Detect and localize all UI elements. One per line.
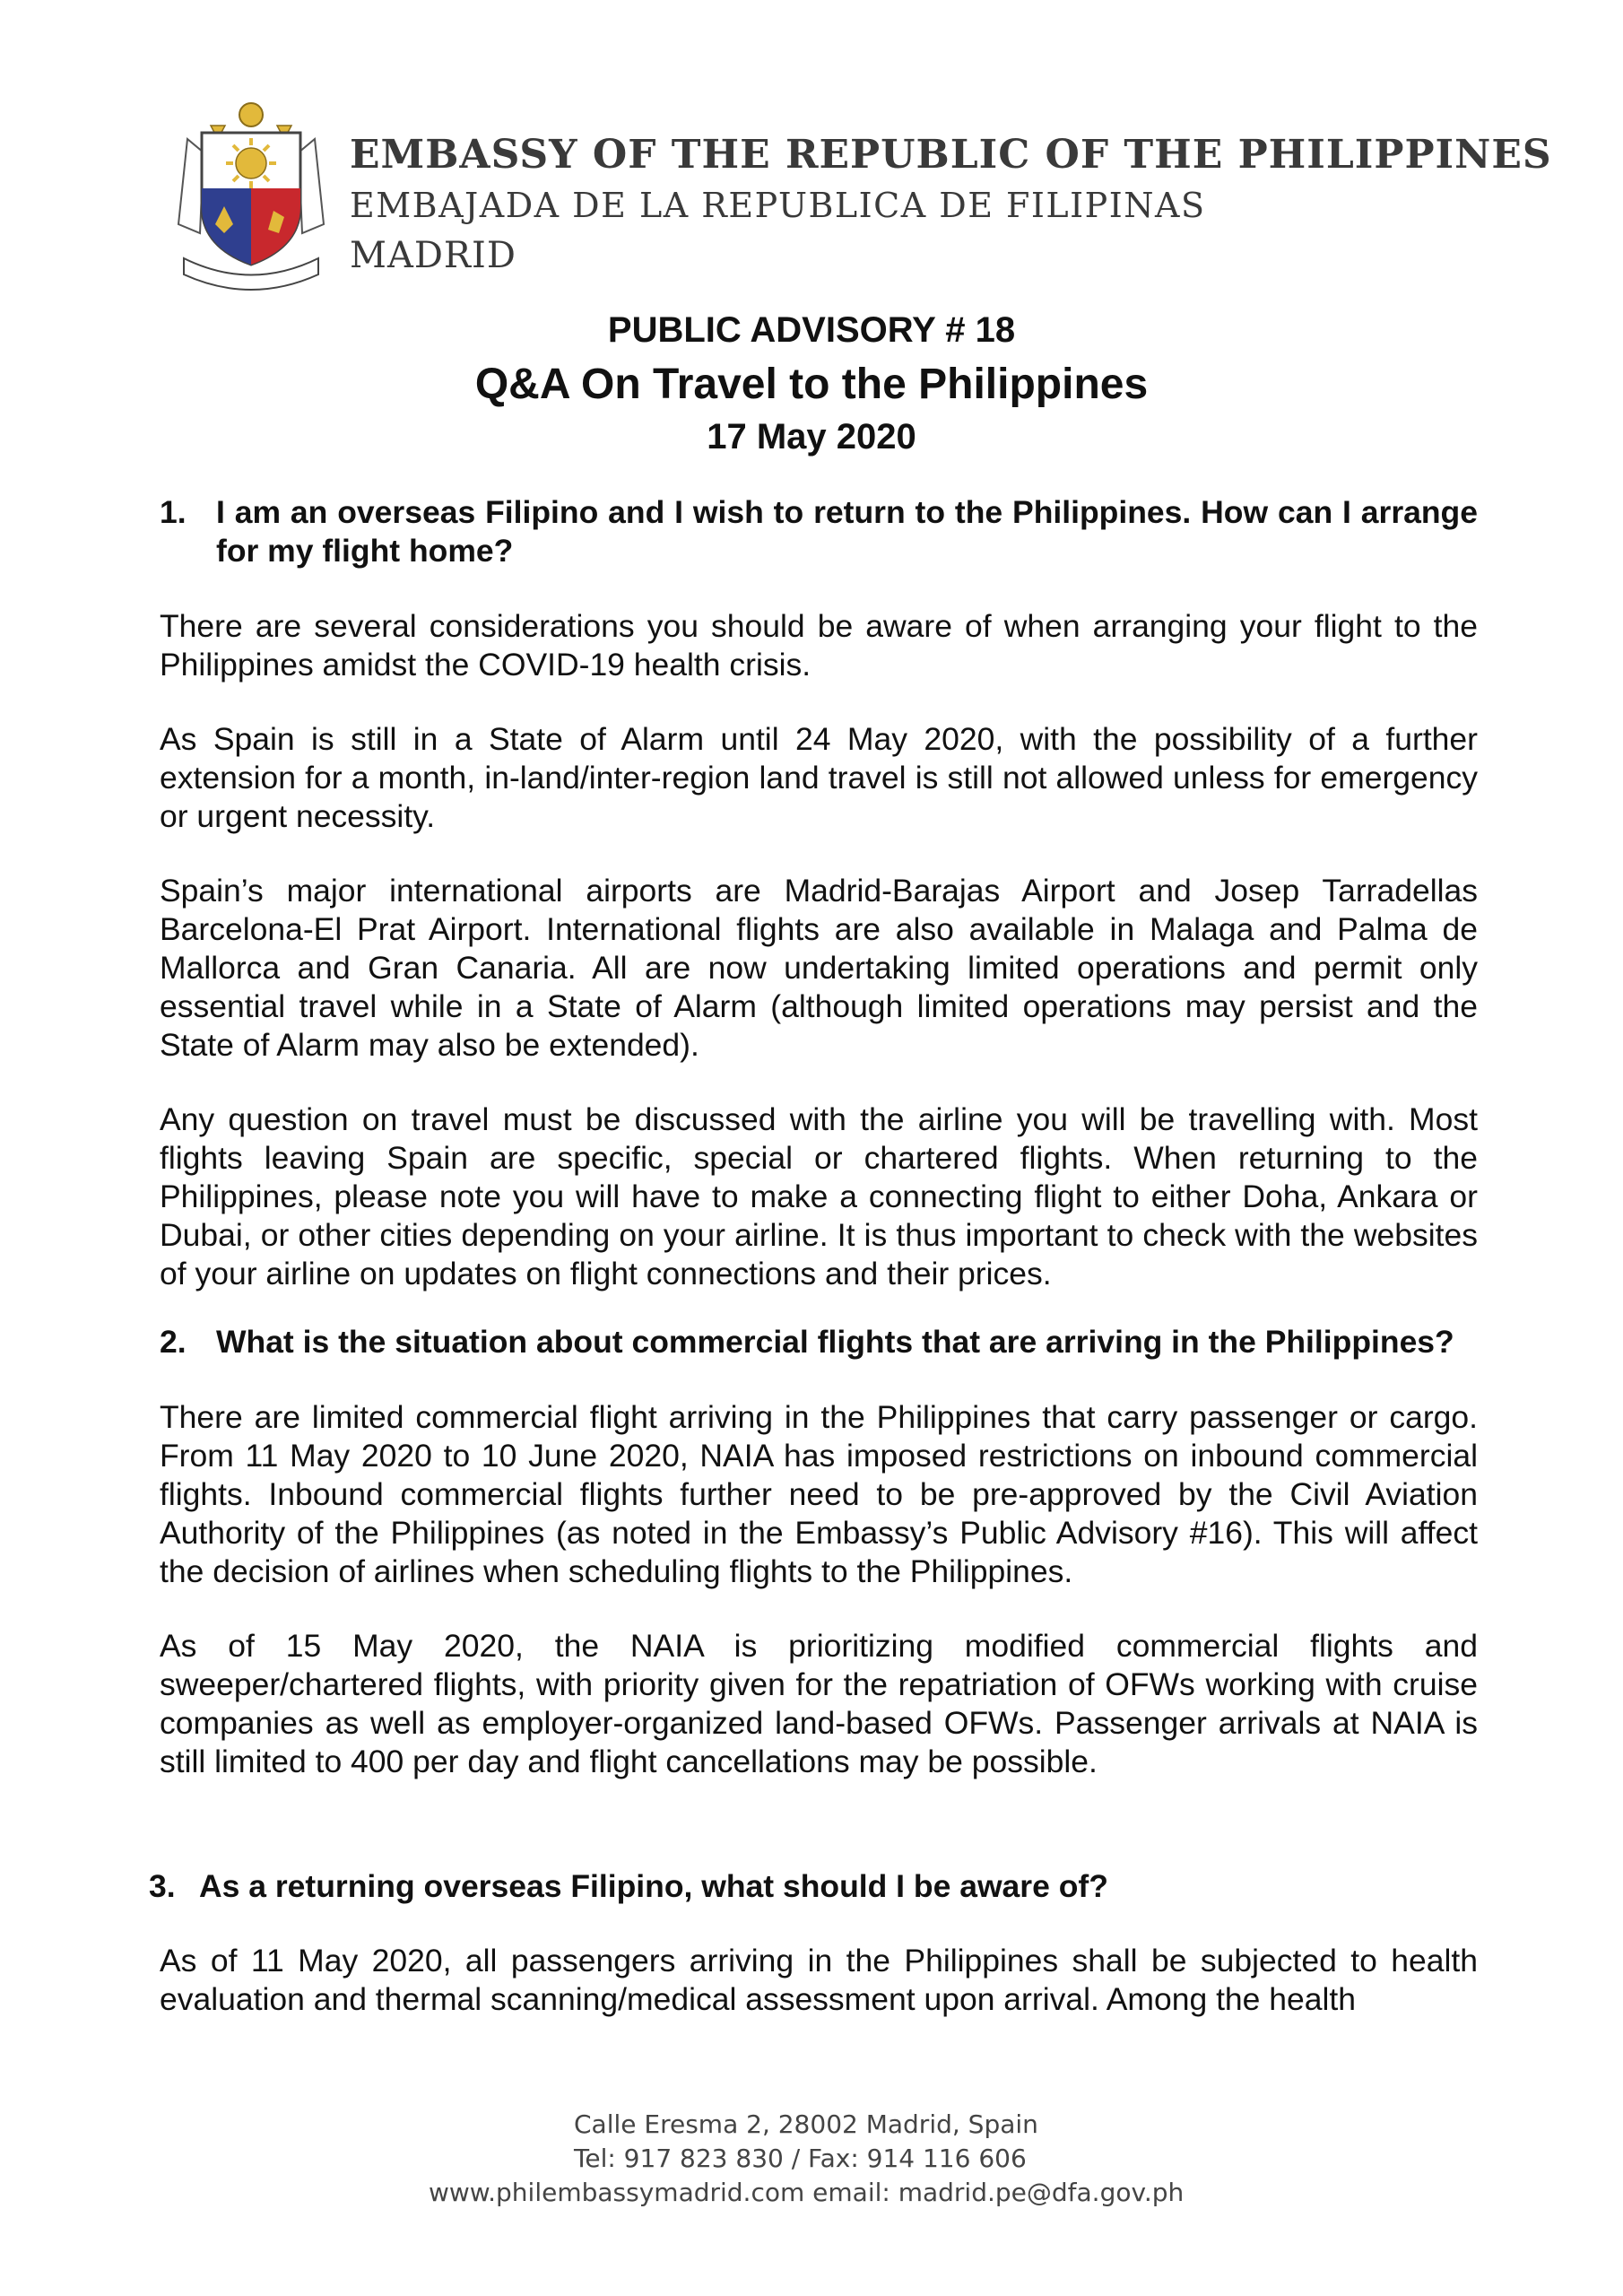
footer-address: Calle Eresma 2, 28002 Madrid, Spain	[574, 2109, 1038, 2139]
footer-phones: Tel: 917 823 830 / Fax: 914 116 606	[574, 2144, 1027, 2173]
question-number: 1.	[160, 494, 187, 530]
paragraph: There are several considerations you should be aware of when arranging your flight to the Philippines amidst the COVID-19 health crisis.	[160, 608, 1478, 683]
embassy-name-spanish: EMBAJADA DE LA REPUBLICA DE FILIPINAS	[350, 186, 1206, 225]
advisory-title: Q&A On Travel to the Philippines	[474, 361, 1149, 408]
question-number: 3.	[149, 1868, 176, 1904]
question-text: I am an overseas Filipino and I wish to return to the Philippines. How can I arrange for my flight home?	[216, 494, 1478, 569]
question-2	[160, 1323, 1478, 1361]
letterhead	[175, 99, 1552, 291]
embassy-name-english: EMBASSY OF THE REPUBLIC OF THE PHILIPPINES	[350, 132, 1552, 178]
embassy-city: MADRID	[350, 235, 516, 276]
paragraph: Any question on travel must be discussed with the airline you will be travelling with. Most flights leaving Spain are specific, special or chartered flights. When returning to the Philippines, please note you will have to make a connecting flight to either Doha, Ankara or Dubai, or other cities depending on your airline. It is thus important to check with the websites of your airline on updates on flight connections and their prices.	[160, 1101, 1478, 1292]
philippine-coat-of-arms-seal-icon	[175, 99, 327, 291]
paragraph: As Spain is still in a State of Alarm until 24 May 2020, with the possibility of a further extension for a month, in-land/inter-region land travel is still not allowed unless for emergency or urgent necessity.	[160, 721, 1478, 834]
paragraph: There are limited commercial flight arriving in the Philippines that carry passenger or cargo. From 11 May 2020 to 10 June 2020, NAIA has imposed restrictions on inbound commercial flights. Inbound commercial flights further need to be pre-approved by the Civil Aviation Authority of the Philippines (as noted in the Embassy’s Public Advisory #16). This will affect the decision of airlines when scheduling flights to the Philippines.	[160, 1399, 1478, 1589]
footer-web-email: www.philembassymadrid.com email: madrid.pe@dfa.gov.ph	[429, 2178, 1185, 2207]
paragraph: As of 15 May 2020, the NAIA is prioritizing modified commercial flights and sweeper/chartered flights, with priority given for the repatriation of OFWs working with cruise companies as well as employer-organized land-based OFWs. Passenger arrivals at NAIA is still limited to 400 per day and flight cancellations may be possible.	[160, 1628, 1478, 1779]
advisory-date: 17 May 2020	[707, 417, 916, 457]
question-text: What is the situation about commercial flights that are arriving in the Philippines?	[216, 1324, 1454, 1360]
paragraph: Spain’s major international airports are Madrid-Barajas Airport and Josep Tarradellas Barcelona-El Prat Airport. International flights are also available in Malaga and Palma de Mallorca and Gran Canaria. All are now undertaking limited operations and permit only essential travel while in a State of Alarm (although limited operations may persist and the State of Alarm may also be extended).	[160, 873, 1478, 1063]
question-3	[149, 1867, 1478, 1906]
advisory-number: PUBLIC ADVISORY # 18	[607, 310, 1016, 350]
question-1	[160, 493, 1478, 570]
advisory-body	[149, 493, 1478, 2019]
paragraph: As of 11 May 2020, all passengers arriving in the Philippines shall be subjected to health evaluation and thermal scanning/medical assessment upon arrival. Among the health	[160, 1943, 1478, 2017]
letterhead-footer	[0, 2108, 1623, 2210]
advisory-heading	[0, 305, 1623, 459]
question-text: As a returning overseas Filipino, what should I be aware of?	[199, 1868, 1108, 1904]
question-number: 2.	[160, 1324, 187, 1360]
